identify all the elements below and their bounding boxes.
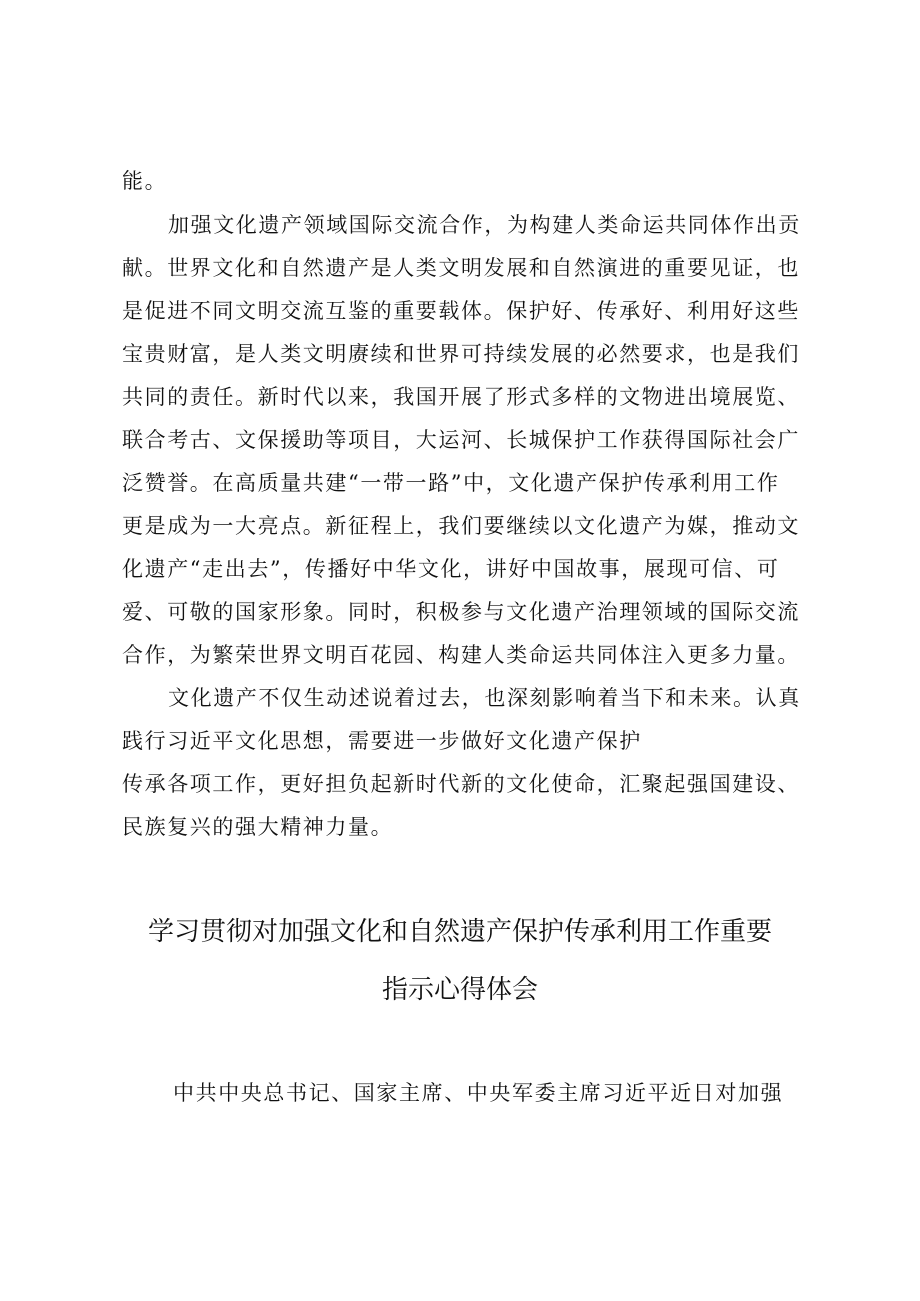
- paragraph-line: 化遗产“走出去”，传播好中华文化，讲好中国故事，展现可信、可: [122, 557, 780, 581]
- paragraph-line: 爱、可敬的国家形象。同时，积极参与文化遗产治理领域的国际交流: [122, 600, 800, 624]
- paragraph-line: 民族复兴的强大精神力量。: [122, 815, 394, 839]
- paragraph-line: 献。世界文化和自然遗产是人类文明发展和自然演进的重要见证，也: [122, 256, 800, 280]
- paragraph-line: 宝贵财富，是人类文明赓续和世界可持续发展的必然要求，也是我们: [122, 342, 800, 366]
- article-title-line-1: 学习贯彻对加强文化和自然遗产保护传承利用工作重要: [147, 917, 772, 947]
- paragraph-line: 共同的责任。新时代以来，我国开展了形式多样的文物进出境展览、: [122, 385, 800, 409]
- paragraph-line: 泛赞誉。在高质量共建“一带一路”中，文化遗产保护传承利用工作: [122, 471, 780, 495]
- paragraph-line: 传承各项工作，更好担负起新时代新的文化使命，汇聚起强国建设、: [122, 772, 800, 796]
- paragraph-line: 文化遗产不仅生动述说着过去，也深刻影响着当下和未来。认真: [168, 686, 801, 710]
- paragraph-line: 中共中央总书记、国家主席、中央军委主席习近平近日对加强: [173, 1081, 784, 1105]
- paragraph-line: 能。: [122, 169, 168, 193]
- paragraph-line: 加强文化遗产领域国际交流合作，为构建人类命运共同体作出贡: [168, 213, 801, 237]
- paragraph-line: 更是成为一大亮点。新征程上，我们要继续以文化遗产为媒，推动文: [122, 514, 800, 538]
- paragraph-line: 是促进不同文明交流互鉴的重要载体。保护好、传承好、利用好这些: [122, 299, 800, 323]
- paragraph-line: 联合考古、文保援助等项目，大运河、长城保护工作获得国际社会广: [122, 428, 800, 452]
- article-title-line-2: 指示心得体会: [381, 975, 538, 1005]
- paragraph-line: 践行习近平文化思想，需要进一步做好文化遗产保护: [122, 729, 642, 753]
- paragraph-line: 合作，为繁荣世界文明百花园、构建人类命运共同体注入更多力量。: [122, 643, 800, 667]
